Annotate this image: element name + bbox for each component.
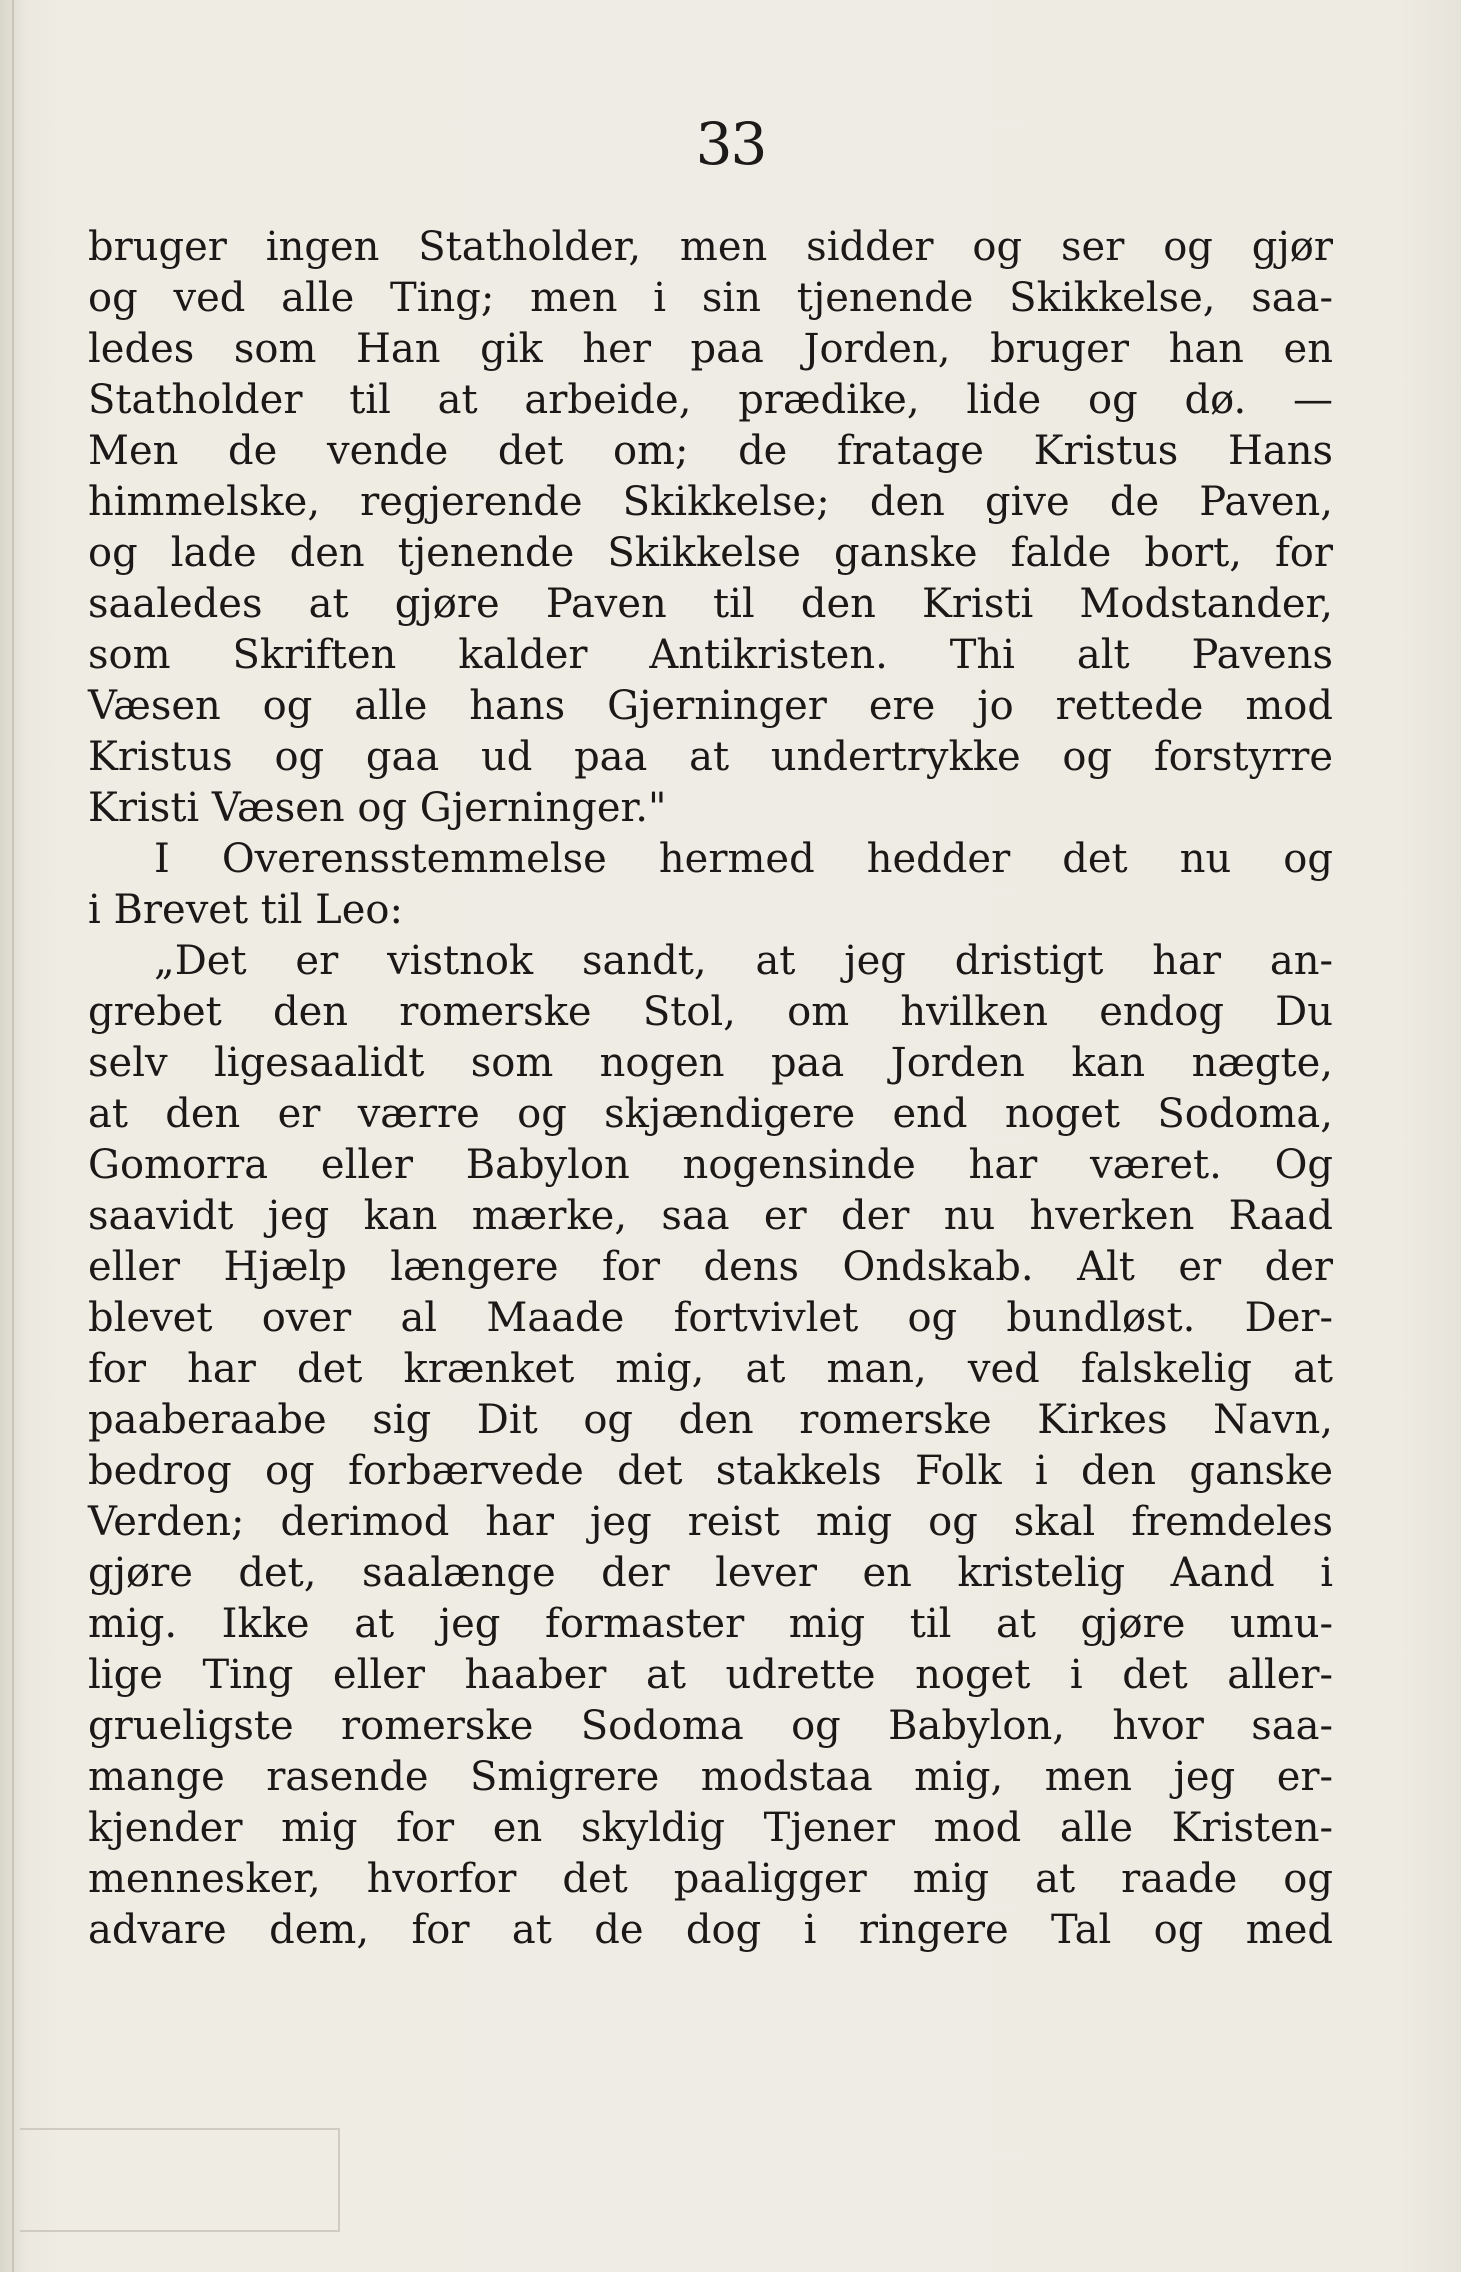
text-line: Væsen og alle hans Gjerninger ere jo rettede mod bbox=[88, 683, 1333, 729]
text-line: advare dem, for at de dog i ringere Tal og med bbox=[88, 1907, 1333, 1953]
page-gutter-edge bbox=[12, 0, 14, 2272]
text-line: kjender mig for en skyldig Tjener mod alle Kristen- bbox=[88, 1805, 1333, 1851]
text-line: lige Ting eller haaber at udrette noget i det aller- bbox=[88, 1652, 1333, 1698]
text-line: mennesker, hvorfor det paaligger mig at raade og bbox=[88, 1856, 1333, 1902]
text-line: bedrog og forbærvede det stakkels Folk i den ganske bbox=[88, 1448, 1333, 1494]
text-line: Men de vende det om; de fratage Kristus Hans bbox=[88, 428, 1333, 474]
text-line: grueligste romerske Sodoma og Babylon, hvor saa- bbox=[88, 1703, 1333, 1749]
text-line: at den er værre og skjændigere end noget Sodoma, bbox=[88, 1091, 1333, 1137]
text-line: I Overensstemmelse hermed hedder det nu og bbox=[154, 836, 1333, 882]
text-line: saaledes at gjøre Paven til den Kristi Modstander, bbox=[88, 581, 1333, 627]
text-line: saavidt jeg kan mærke, saa er der nu hverken Raad bbox=[88, 1193, 1333, 1239]
text-line: som Skriften kalder Antikristen. Thi alt Pavens bbox=[88, 632, 1333, 678]
text-line: i Brevet til Leo: bbox=[88, 887, 403, 933]
text-line: eller Hjælp længere for dens Ondskab. Alt er der bbox=[88, 1244, 1333, 1290]
text-line: paaberaabe sig Dit og den romerske Kirkes Navn, bbox=[88, 1397, 1333, 1443]
text-line: selv ligesaalidt som nogen paa Jorden kan nægte, bbox=[88, 1040, 1333, 1086]
text-line: og ved alle Ting; men i sin tjenende Skikkelse, saa- bbox=[88, 275, 1333, 321]
text-line: himmelske, regjerende Skikkelse; den give de Paven, bbox=[88, 479, 1333, 525]
text-line: mig. Ikke at jeg formaster mig til at gjøre umu- bbox=[88, 1601, 1333, 1647]
text-line: for har det krænket mig, at man, ved falskelig at bbox=[88, 1346, 1333, 1392]
text-line: og lade den tjenende Skikkelse ganske falde bort, for bbox=[88, 530, 1333, 576]
text-line: mange rasende Smigrere modstaa mig, men jeg er- bbox=[88, 1754, 1333, 1800]
text-line: grebet den romerske Stol, om hvilken endog Du bbox=[88, 989, 1333, 1035]
body-text bbox=[88, 222, 1333, 1956]
text-line: Kristi Væsen og Gjerninger." bbox=[88, 785, 667, 831]
text-line: Verden; derimod har jeg reist mig og skal fremdeles bbox=[88, 1499, 1333, 1545]
page-number: 33 bbox=[695, 110, 766, 178]
text-line: bruger ingen Statholder, men sidder og ser og gjør bbox=[88, 224, 1333, 270]
text-line: Gomorra eller Babylon nogensinde har været. Og bbox=[88, 1142, 1333, 1188]
page-corner-mark bbox=[20, 2128, 340, 2232]
text-line: blevet over al Maade fortvivlet og bundløst. Der- bbox=[88, 1295, 1333, 1341]
text-line: Kristus og gaa ud paa at undertrykke og forstyrre bbox=[88, 734, 1333, 780]
text-line: Statholder til at arbeide, prædike, lide og dø. — bbox=[88, 377, 1333, 423]
text-line: „Det er vistnok sandt, at jeg dristigt har an- bbox=[154, 938, 1333, 984]
text-line: ledes som Han gik her paa Jorden, bruger han en bbox=[88, 326, 1333, 372]
text-line: gjøre det, saalænge der lever en kristelig Aand i bbox=[88, 1550, 1333, 1596]
